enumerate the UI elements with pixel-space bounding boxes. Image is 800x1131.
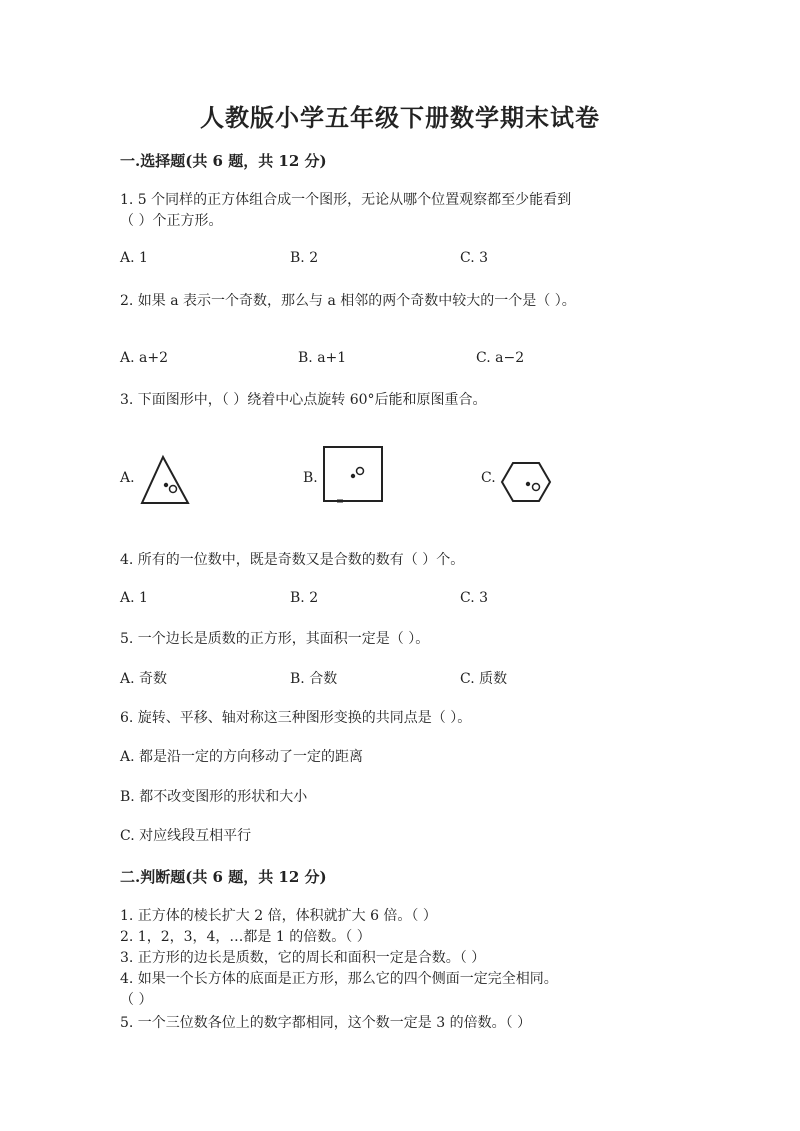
hexagon-figure bbox=[498, 460, 554, 504]
question-1-option-c: C. 3 bbox=[460, 250, 489, 266]
triangle-figure bbox=[138, 452, 194, 508]
question-1-line-1: 1. 5 个同样的正方体组合成一个图形，无论从哪个位置观察都至少能看到 bbox=[120, 192, 572, 208]
judgement-item-1: 1. 正方体的棱长扩大 2 倍，体积就扩大 6 倍。（ ） bbox=[120, 908, 437, 924]
question-6-text: 6. 旋转、平移、轴对称这三种图形变换的共同点是（ ）。 bbox=[120, 710, 472, 726]
page-title: 人教版小学五年级下册数学期末试卷 bbox=[200, 103, 600, 132]
question-3-option-b-label: B. bbox=[303, 470, 318, 486]
question-6-option-a: A. 都是沿一定的方向移动了一定的距离 bbox=[120, 749, 364, 765]
question-1-option-b: B. 2 bbox=[290, 250, 319, 266]
question-2-text: 2. 如果 a 表示一个奇数，那么与 a 相邻的两个奇数中较大的一个是（ ）。 bbox=[120, 293, 576, 309]
question-5-option-a: A. 奇数 bbox=[120, 671, 168, 687]
question-4-text: 4. 所有的一位数中，既是奇数又是合数的数有（ ）个。 bbox=[120, 552, 465, 568]
judgement-item-4: 4. 如果一个长方体的底面是正方形，那么它的四个侧面一定完全相同。 bbox=[120, 971, 558, 987]
judgement-item-4-bracket: （ ） bbox=[120, 992, 153, 1008]
question-3-text: 3. 下面图形中，（ ）绕着中心点旋转 60°后能和原图重合。 bbox=[120, 392, 487, 408]
question-4-option-a: A. 1 bbox=[120, 590, 148, 606]
question-5-option-b: B. 合数 bbox=[290, 671, 338, 687]
question-3-option-c-label: C. bbox=[481, 470, 496, 486]
question-3-option-a-label: A. bbox=[120, 470, 135, 486]
square-figure bbox=[320, 444, 386, 506]
question-6-option-b: B. 都不改变图形的形状和大小 bbox=[120, 789, 308, 805]
question-1-option-a: A. 1 bbox=[120, 250, 148, 266]
section-heading-choice: 一.选择题(共 6 题，共 12 分) bbox=[120, 152, 327, 170]
judgement-item-5: 5. 一个三位数各位上的数字都相同，这个数一定是 3 的倍数。（ ） bbox=[120, 1015, 532, 1031]
question-6-option-c: C. 对应线段互相平行 bbox=[120, 828, 252, 844]
question-4-option-c: C. 3 bbox=[460, 590, 489, 606]
section-heading-judgement: 二.判断题(共 6 题，共 12 分) bbox=[120, 868, 327, 886]
question-4-option-b: B. 2 bbox=[290, 590, 319, 606]
question-5-option-c: C. 质数 bbox=[460, 671, 508, 687]
question-1-line-2: （ ）个正方形。 bbox=[120, 213, 223, 229]
question-2-option-b: B. a+1 bbox=[298, 350, 347, 366]
question-2-option-c: C. a−2 bbox=[476, 350, 525, 366]
question-2-option-a: A. a+2 bbox=[120, 350, 168, 366]
judgement-item-2: 2. 1，2，3，4，…都是 1 的倍数。（ ） bbox=[120, 929, 371, 945]
question-5-text: 5. 一个边长是质数的正方形，其面积一定是（ ）。 bbox=[120, 631, 430, 647]
judgement-item-3: 3. 正方形的边长是质数，它的周长和面积一定是合数。（ ） bbox=[120, 950, 486, 966]
